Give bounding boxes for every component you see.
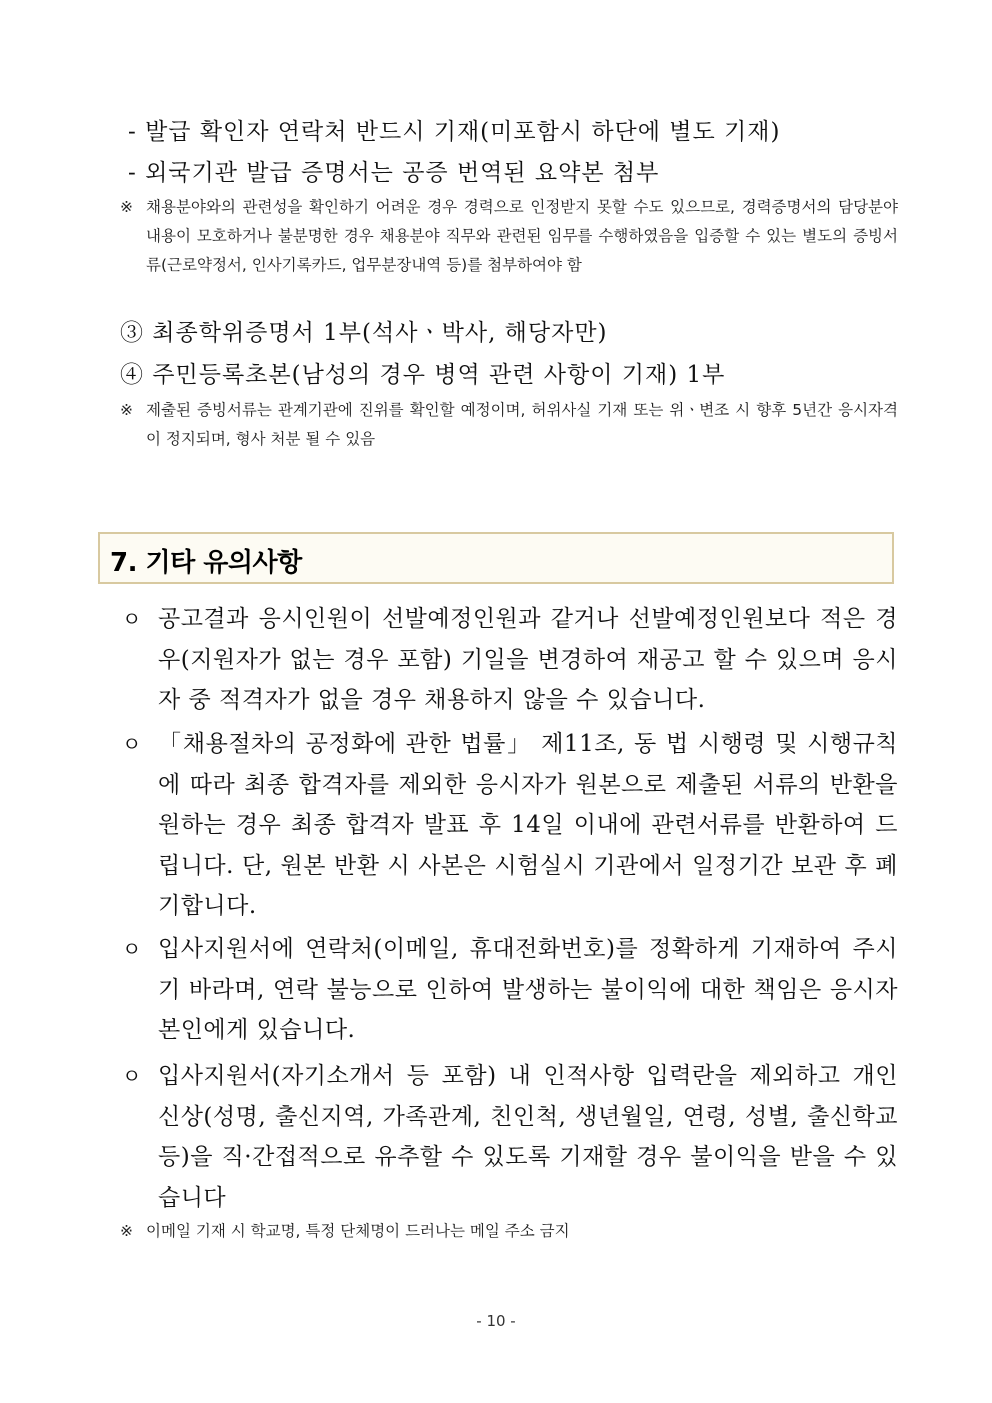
list-item <box>122 1056 898 1218</box>
numbered-item: ③ 최종학위증명서 1부(석사ㆍ박사, 해당자만) <box>120 320 608 346</box>
reference-mark: ※ <box>120 198 133 216</box>
note-text: 제출된 증빙서류는 관계기관에 진위를 확인할 예정이며, 허위사실 기재 또는 위ㆍ변조 시 향후 5년간 응시자격이 정지되며, 형사 처분 될 수 있음 <box>146 401 898 448</box>
bullet-mark: ㅇ <box>122 937 142 961</box>
note-career-relevance <box>120 193 898 280</box>
bullet-text: 입사지원서에 연락처(이메일, 휴대전화번호)를 정확하게 기재하여 주시기 바라며, 연락 불능으로 인하여 발생하는 불이익에 대한 책임은 응시자 본인에게 있습니다. <box>158 936 898 1043</box>
bullet-text: 공고결과 응시인원이 선발예정인원과 같거나 선발예정인원보다 적은 경우(지원자가 없는 경우 포함) 기일을 변경하여 재공고 할 수 있으며 응시자 중 적격자가 없을 경우 채용하지 않을 수 있습니다. <box>158 606 899 713</box>
reference-mark: ※ <box>120 1222 133 1240</box>
dash-item: - 외국기관 발급 증명서는 공증 번역된 요약본 첨부 <box>128 160 660 186</box>
numbered-item: ④ 주민등록초본(남성의 경우 병역 관련 사항이 기재) 1부 <box>120 362 726 388</box>
bullet-text: 입사지원서(자기소개서 등 포함) 내 인적사항 입력란을 제외하고 개인 신상(성명, 출신지역, 가족관계, 친인척, 생년월일, 연령, 성별, 출신학교 등)을 직·간접적으로 유추할 수 있도록 기재할 경우 불이익을 받을 수 있습니다 <box>158 1063 898 1211</box>
section-title: 7. 기타 유의사항 <box>110 548 302 578</box>
note-text: 채용분야와의 관련성을 확인하기 어려운 경우 경력으로 인정받지 못할 수도 있으므로, 경력증명서의 담당분야 내용이 모호하거나 불분명한 경우 채용분야 직무와 관련된 임무를 수행하였음을 입증할 수 있는 별도의 증빙서류(근로약정서, 인사기록카드, 업무분장내역 등)를 첨부하여야 함 <box>146 198 898 274</box>
reference-mark: ※ <box>120 401 133 419</box>
note-verification <box>120 396 898 454</box>
section-header <box>98 532 894 584</box>
bullet-mark: ㅇ <box>122 1064 142 1088</box>
page-number: - 10 - <box>476 1312 516 1330</box>
dash-item: - 발급 확인자 연락처 반드시 기재(미포함시 하단에 별도 기재) <box>128 119 781 145</box>
note-email <box>120 1217 898 1246</box>
bullet-text: 「채용절차의 공정화에 관한 법률」 제11조, 동 법 시행령 및 시행규칙에 따라 최종 합격자를 제외한 응시자가 원본으로 제출된 서류의 반환을 원하는 경우 최종 합격자 발표 후 14일 이내에 관련서류를 반환하여 드립니다. 단, 원본 반환 시 사본은 시험실시 기관에서 일정기간 보관 후 폐기합니다. <box>158 731 898 919</box>
list-item <box>122 929 898 1051</box>
note-text: 이메일 기재 시 학교명, 특정 단체명이 드러나는 메일 주소 금지 <box>146 1222 570 1240</box>
list-item <box>122 724 898 927</box>
bullet-mark: ㅇ <box>122 732 142 756</box>
bullet-mark: ㅇ <box>122 607 142 631</box>
list-item <box>122 599 898 721</box>
